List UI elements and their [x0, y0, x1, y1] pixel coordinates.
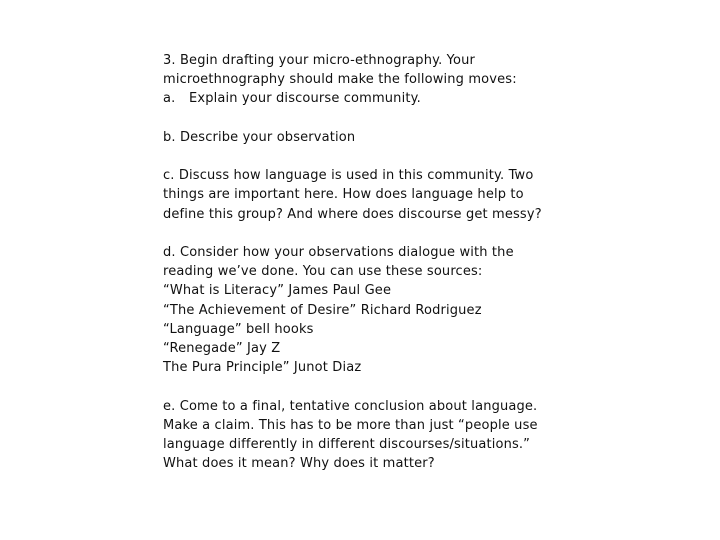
item-c-line: c. Discuss how language is used in this community. Two: [163, 168, 534, 184]
assignment-text: [163, 51, 583, 493]
source-item: “Renegade” Jay Z: [163, 341, 281, 356]
item-e-block: [163, 397, 583, 474]
item-e-line: What does it mean? Why does it matter?: [163, 456, 435, 472]
source-item: The Pura Principle” Junot Diaz: [163, 360, 362, 376]
step-3-line: 3. Begin drafting your micro-ethnography. Your: [163, 53, 475, 68]
item-b-block: [163, 128, 583, 147]
item-a-label: a.: [163, 91, 176, 107]
item-e-line: Make a claim. This has to be more than just “people use: [163, 417, 538, 433]
step-3-block: [163, 51, 583, 109]
item-d-line: reading we’ve done. You can use these sources:: [163, 264, 483, 280]
source-item: “Language” bell hooks: [163, 321, 314, 337]
item-a-text: Explain your discourse community.: [189, 91, 421, 107]
item-b-line: b. Describe your observation: [163, 129, 356, 145]
item-e-line: language differently in different discourses/situations.”: [163, 437, 531, 452]
step-3-line: microethnography should make the following moves:: [163, 72, 517, 88]
item-d-block: [163, 243, 583, 377]
item-a: [163, 89, 583, 108]
item-c-line: define this group? And where does discourse get messy?: [163, 206, 542, 222]
source-item: “What is Literacy” James Paul Gee: [163, 283, 392, 299]
source-item: “The Achievement of Desire” Richard Rodriguez: [163, 302, 482, 318]
item-c-line: things are important here. How does language help to: [163, 187, 524, 203]
item-e-line: e. Come to a final, tentative conclusion about language.: [163, 398, 538, 414]
item-c-block: [163, 166, 583, 224]
item-d-line: d. Consider how your observations dialogue with the: [163, 244, 514, 260]
